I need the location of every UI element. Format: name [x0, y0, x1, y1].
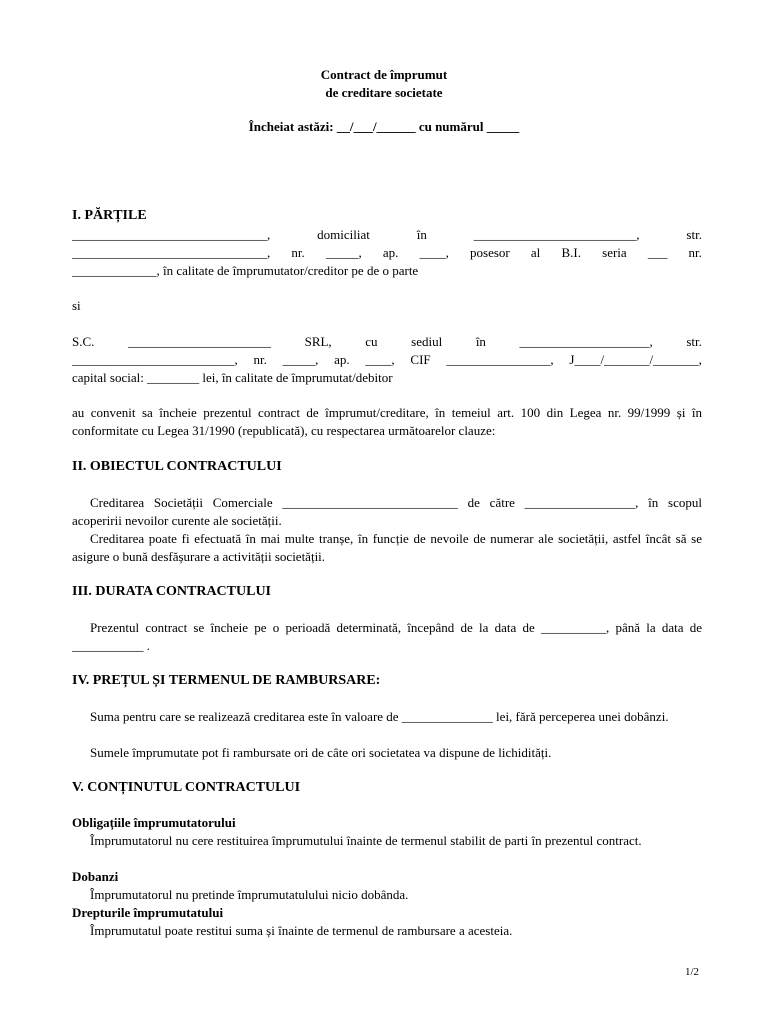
row5-w3: _____,	[282, 352, 319, 367]
parties-row-1	[72, 226, 702, 244]
row5-w6: CIF	[410, 352, 431, 367]
row4-w7: ____________________,	[519, 334, 653, 349]
dobanzi-text: Împrumutatorul nu pretinde împrumutatulului nicio dobânda.	[90, 887, 409, 902]
contract-date-line: Încheiat astăzi: __/___/______ cu numărul _____	[248, 119, 520, 134]
row1-w5: str.	[686, 227, 702, 242]
section-2-paragraph-2: Creditarea poate fi efectuată în mai multe tranșe, în funcție de nevoile de numerar ale societății, astfel încât să se asigure o bună desfășurare a activității societății.	[72, 531, 702, 564]
row5-w4: ap.	[334, 352, 350, 367]
section-3-heading: III. DURATA CONTRACTULUI	[72, 584, 272, 599]
section-3-paragraph-1: Prezentul contract se încheie pe o perioadă determinată, începând de la data de __________, până la data de ___________ .	[72, 620, 702, 653]
contract-title-line2: de creditare societate	[325, 85, 443, 100]
row4-w1: S.C.	[72, 334, 95, 349]
row2-w3: _____,	[325, 245, 362, 260]
parties-row-3: _____________, în calitate de împrumutator/creditor pe de o parte	[72, 263, 419, 278]
parties-row-6: capital social: ________ lei, în calitate de împrumutat/debitor	[72, 370, 393, 385]
subheading-obligatii: Obligațiile împrumutatorului	[72, 815, 236, 830]
row2-w4: ap.	[382, 245, 399, 260]
drepturi-text: Împrumutatul poate restitui suma și înainte de termenul de rambursare a acesteia.	[90, 923, 513, 938]
subheading-dobanzi: Dobanzi	[72, 869, 119, 884]
row4-w3: SRL,	[304, 334, 332, 349]
row2-w6: posesor	[470, 245, 510, 260]
section-2-paragraph-1: Creditarea Societății Comerciale ___________________________ de către _________________, în scopul acoperirii nevoilor curente ale societății.	[72, 495, 702, 528]
row1-w2: domiciliat	[317, 227, 370, 242]
row2-w8: B.I.	[561, 245, 581, 260]
contract-title-line1: Contract de împrumut	[320, 67, 448, 82]
agreement-paragraph: au convenit sa încheie prezentul contract de împrumut/creditare, în temeiul art. 100 din Legea nr. 99/1999 și în conformitate cu Legea 31/1990 (republicată), cu respectarea următoarelor clauze:	[72, 405, 702, 438]
row2-w10: ___	[647, 245, 668, 260]
obligatii-text: Împrumutatorul nu cere restituirea împrumutului înainte de termenul stabilit de parti în prezentul contract.	[90, 833, 642, 848]
row2-w2: nr.	[291, 245, 305, 260]
row5-w5: ____,	[365, 352, 395, 367]
section-4-paragraph-2: Sumele împrumutate pot fi rambursate ori de câte ori societatea va dispune de lichidități.	[90, 745, 552, 760]
section-4-paragraph-1: Suma pentru care se realizează creditarea este în valoare de ______________ lei, fără perceperea unei dobânzi.	[90, 709, 669, 724]
parties-row-4	[72, 333, 702, 351]
section-1-heading: I. PĂRȚILE	[72, 208, 147, 223]
row5-w1: _________________________,	[72, 352, 238, 367]
subheading-drepturi: Drepturile împrumutatului	[72, 905, 224, 920]
parties-row-2	[72, 244, 702, 262]
row2-w7: al	[530, 245, 541, 260]
row4-w5: sediul	[411, 334, 443, 349]
row4-w2: ______________________	[128, 334, 271, 349]
row5-w7: ________________,	[446, 352, 554, 367]
row1-w3: în	[416, 227, 427, 242]
conjunction-si: si	[72, 298, 81, 313]
row1-w1: ______________________________,	[72, 227, 271, 242]
row5-w8: J____/_______/_______,	[569, 352, 702, 367]
page-number: 1/2	[685, 966, 700, 978]
section-4-heading: IV. PREȚUL ȘI TERMENUL DE RAMBURSARE:	[72, 673, 381, 688]
row4-w8: str.	[686, 334, 702, 349]
row4-w6: în	[475, 334, 486, 349]
row2-w1: ______________________________,	[72, 245, 271, 260]
section-2-heading: II. OBIECTUL CONTRACTULUI	[72, 459, 282, 474]
parties-row-5	[72, 351, 702, 369]
row2-w9: seria	[602, 245, 627, 260]
row5-w2: nr.	[253, 352, 267, 367]
row2-w11: nr.	[688, 245, 702, 260]
row2-w5: ____,	[419, 245, 449, 260]
row1-w4: _________________________,	[473, 227, 640, 242]
section-5-heading: V. CONȚINUTUL CONTRACTULUI	[72, 780, 301, 795]
row4-w4: cu	[365, 334, 378, 349]
